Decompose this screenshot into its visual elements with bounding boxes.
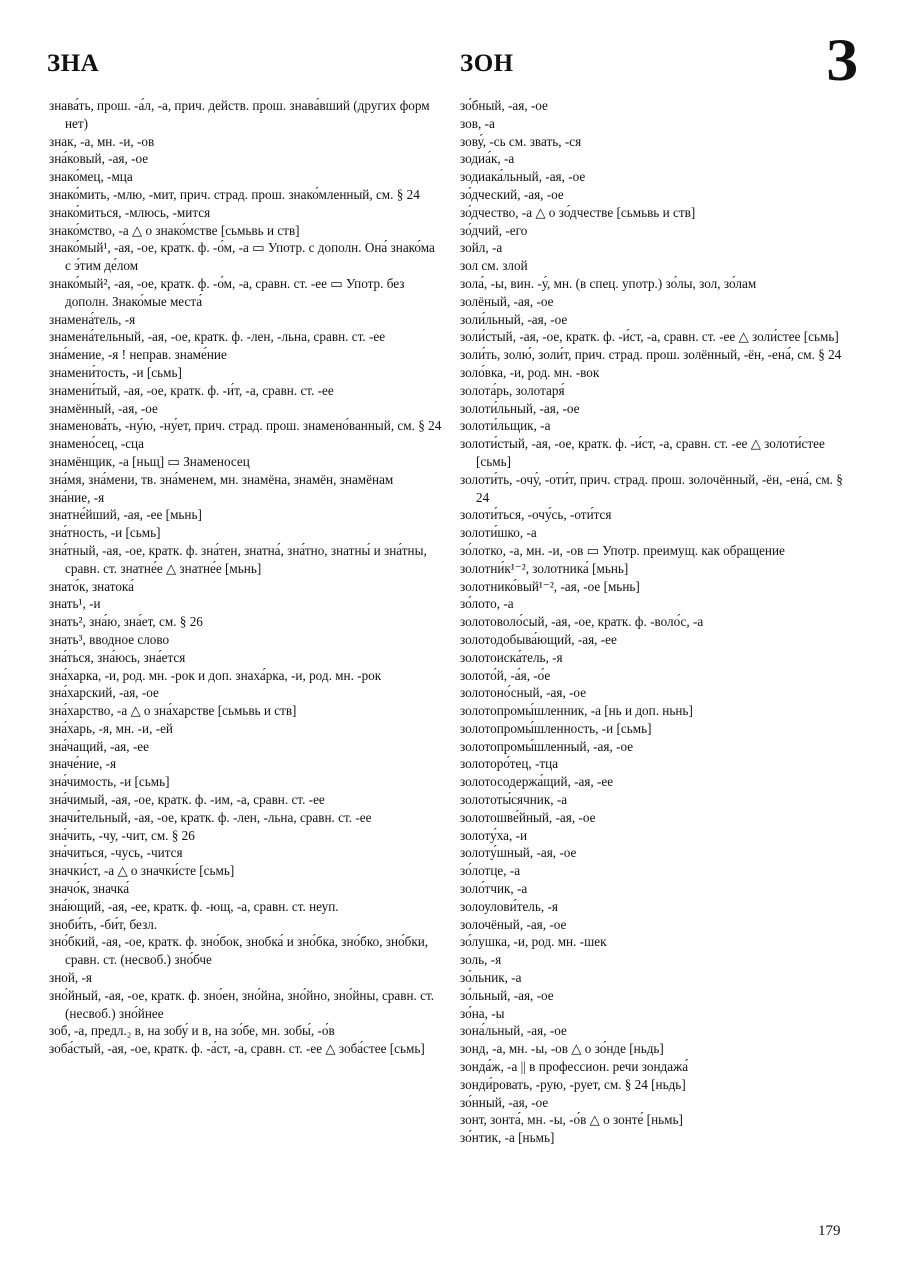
dictionary-entry: значо́к, значка́ bbox=[49, 881, 130, 897]
dictionary-entry: зо́льный, -ая, -ое bbox=[460, 987, 554, 1003]
dictionary-entry: зно́йный, -ая, -ое, кратк. ф. зно́ен, зно́йна, зно́йно, зно́йны, сравн. ст. (несвоб.) зно́йнее bbox=[49, 987, 435, 1021]
dictionary-entry: зоб, -а, предл.₂ в, на зобу́ и в, на зо́бе, мн. зобы́, -о́в bbox=[49, 1023, 335, 1039]
guide-word-right: ЗОН bbox=[460, 50, 514, 77]
dictionary-entry: золёный, -ая, -ое bbox=[460, 293, 554, 309]
dictionary-entry: зонд, -а, мн. -ы, -ов △ о зо́нде [ньдь] bbox=[460, 1041, 664, 1057]
dictionary-entry: знако́миться, -млюсь, -мится bbox=[49, 204, 211, 220]
dictionary-entry: золотопромы́шленник, -а [нь и доп. ньнь] bbox=[460, 703, 693, 719]
dictionary-entry: зол см. злой bbox=[460, 258, 528, 274]
dictionary-entry: знава́ть, прош. -а́л, -а, прич. действ. прош. знава́вший (других форм нет) bbox=[49, 98, 430, 131]
dictionary-entry: зна́ющий, -ая, -ее, кратк. ф. -ющ, -а, сравн. ст. неуп. bbox=[49, 898, 339, 914]
dictionary-entry: золоти́ть, -очу́, -оти́т, прич. страд. прош. золочённый, -ён, -ена́, см. § 24 bbox=[460, 471, 843, 505]
dictionary-entry: зна́ковый, -ая, -ое bbox=[49, 151, 149, 167]
dictionary-entry: зноби́ть, -би́т, безл. bbox=[49, 916, 158, 932]
dictionary-entry: золотоно́сный, -ая, -ое bbox=[460, 685, 587, 701]
dictionary-entry: золотнико́вый¹⁻², -ая, -ое [мьнь] bbox=[460, 578, 640, 594]
dictionary-entry: зона́льный, -ая, -ое bbox=[460, 1023, 567, 1039]
dictionary-entry: зна́чить, -чу, -чит, см. § 26 bbox=[49, 827, 195, 843]
dictionary-entry: зоба́стый, -ая, -ое, кратк. ф. -а́ст, -а, сравн. ст. -ее △ зоба́стее [сьмь] bbox=[49, 1041, 425, 1057]
dictionary-entry: знатне́йший, -ая, -ее [мьнь] bbox=[49, 507, 202, 523]
dictionary-entry: золотоиска́тель, -я bbox=[460, 649, 563, 665]
dictionary-entry: знамёнщик, -а [ньщ] ▭ Знаменосец bbox=[49, 453, 250, 469]
dictionary-entry: знамено́сец, -сца bbox=[49, 436, 144, 452]
dictionary-entry: золотоволо́сый, -ая, -ое, кратк. ф. -воло́с, -а bbox=[460, 614, 704, 630]
dictionary-entry: знато́к, знатока́ bbox=[49, 578, 134, 594]
dictionary-entry: золотосодержа́щий, -ая, -ее bbox=[460, 774, 614, 790]
dictionary-entry: золоти́стый, -ая, -ое, кратк. ф. -и́ст, -а, сравн. ст. -ее △ золоти́стее [сьмь] bbox=[460, 436, 825, 469]
dictionary-entry: зонт, зонта́, мн. -ы, -о́в △ о зонте́ [ньмь] bbox=[460, 1112, 683, 1128]
dictionary-entry: знамени́тость, -и [сьмь] bbox=[49, 364, 182, 380]
dictionary-entry: золоти́шко, -а bbox=[460, 525, 537, 541]
dictionary-entry: зна́мение, -я ! неправ. знаме́ние bbox=[49, 347, 227, 363]
dictionary-entry: зо́дческий, -ая, -ое bbox=[460, 186, 564, 202]
dictionary-entry: знако́мый¹, -ая, -ое, кратк. ф. -о́м, -а ▭ Употр. с дополн. Она́ знако́ма с э́тим де́лом bbox=[49, 240, 435, 274]
guide-word-left: ЗНА bbox=[47, 50, 100, 77]
dictionary-entry: зо́лотко, -а, мн. -и, -ов ▭ Употр. преимущ. как обращение bbox=[460, 542, 785, 558]
section-letter: З bbox=[826, 27, 858, 93]
dictionary-entry: зна́мя, зна́мени, тв. зна́менем, мн. знамёна, знамён, знамёнам bbox=[49, 471, 394, 487]
dictionary-entry: золоту́шный, -ая, -ое bbox=[460, 845, 577, 861]
dictionary-entry: зной, -я bbox=[49, 970, 92, 986]
dictionary-entry: зо́дчий, -его bbox=[460, 222, 528, 238]
dictionary-entry: знамена́тель, -я bbox=[49, 311, 136, 327]
dictionary-entry: золи́ть, золю́, золи́т, прич. страд. прош. золённый, -ён, -ена́, см. § 24 bbox=[460, 347, 842, 363]
dictionary-entry: зонди́ровать, -рую, -рует, см. § 24 [ньдь] bbox=[460, 1076, 686, 1092]
dictionary-entry: знамени́тый, -ая, -ое, кратк. ф. -и́т, -а, сравн. ст. -ее bbox=[49, 382, 334, 398]
dictionary-entry: знать³, вводное слово bbox=[49, 631, 170, 647]
dictionary-entry: золь, -я bbox=[460, 952, 502, 968]
dictionary-entry: золо́вка, -и, род. мн. -вок bbox=[460, 364, 600, 380]
dictionary-entry: знамена́тельный, -ая, -ое, кратк. ф. -лен, -льна, сравн. ст. -ее bbox=[49, 329, 386, 345]
dictionary-entry: зна́ние, -я bbox=[49, 489, 105, 505]
dictionary-entry: зна́харь, -я, мн. -и, -ей bbox=[49, 720, 173, 736]
dictionary-entry: зо́бный, -ая, -ое bbox=[460, 98, 548, 113]
dictionary-entry: зо́льник, -а bbox=[460, 970, 522, 986]
dictionary-entry: зна́чащий, -ая, -ее bbox=[49, 738, 149, 754]
dictionary-entry: зна́чимость, -и [сьмь] bbox=[49, 774, 170, 790]
dictionary-entry: знако́мить, -млю, -мит, прич. страд. прош. знако́мленный, см. § 24 bbox=[49, 186, 420, 202]
dictionary-entry: зна́читься, -чусь, -чится bbox=[49, 845, 183, 861]
dictionary-entry: зонда́ж, -а || в профессион. речи зондажа́ bbox=[460, 1059, 689, 1075]
dictionary-entry: зо́нтик, -а [ньмь] bbox=[460, 1130, 555, 1146]
dictionary-entry: знак, -а, мн. -и, -ов bbox=[49, 133, 155, 149]
dictionary-entry: золото́й, -а́я, -о́е bbox=[460, 667, 551, 683]
dictionary-entry: значи́тельный, -ая, -ое, кратк. ф. -лен, -льна, сравн. ст. -ее bbox=[49, 809, 372, 825]
dictionary-entry: зна́харка, -и, род. мн. -рок и доп. знаха́рка, -и, род. мн. -рок bbox=[49, 667, 382, 683]
dictionary-entry: зо́на, -ы bbox=[460, 1005, 505, 1021]
dictionary-entry: золи́стый, -ая, -ое, кратк. ф. -и́ст, -а, сравн. ст. -ее △ золи́стее [сьмь] bbox=[460, 329, 839, 345]
dictionary-entry: знать², зна́ю, зна́ет, см. § 26 bbox=[49, 614, 203, 630]
page-number: 179 bbox=[818, 1223, 841, 1239]
dictionary-entry: золота́рь, золотаря́ bbox=[460, 382, 565, 398]
dictionary-entry: зо́лушка, -и, род. мн. -шек bbox=[460, 934, 607, 950]
dictionary-entry: значе́ние, -я bbox=[49, 756, 117, 772]
dictionary-entry: золоторо́тец, -тца bbox=[460, 756, 559, 772]
dictionary-entry: зно́бкий, -ая, -ое, кратк. ф. зно́бок, знобка́ и зно́бка, зно́бко, зно́бки, сравн. ст. (несвоб.) зно́бче bbox=[49, 934, 429, 968]
dictionary-entry: зо́лотце, -а bbox=[460, 863, 521, 879]
dictionary-entry: зов, -а bbox=[460, 115, 495, 131]
dictionary-entry: зо́дчество, -а △ о зо́дчестве [сьмьвь и ств] bbox=[460, 204, 696, 220]
dictionary-entry: золоту́ха, -и bbox=[460, 827, 528, 843]
dictionary-entry: зна́тный, -ая, -ое, кратк. ф. зна́тен, знатна́, зна́тно, знатны́ и зна́тны, сравн. ст. знатне́е △ знатне́е [мьнь] bbox=[49, 542, 427, 576]
dictionary-entry: золотопромы́шленность, -и [сьмь] bbox=[460, 720, 652, 736]
dictionary-entry: золи́льный, -ая, -ое bbox=[460, 311, 568, 327]
dictionary-entry: знамённый, -ая, -ое bbox=[49, 400, 158, 416]
dictionary-entry: золотошве́йный, -ая, -ое bbox=[460, 809, 596, 825]
dictionary-entry: золотни́к¹⁻², золотника́ [мьнь] bbox=[460, 560, 629, 576]
dictionary-entry: зо́лото, -а bbox=[460, 596, 514, 612]
dictionary-entry: зодиака́льный, -ая, -ое bbox=[460, 169, 586, 185]
dictionary-entry: золотопромы́шленный, -ая, -ое bbox=[460, 738, 634, 754]
dictionary-entry: золоти́ться, -очу́сь, -оти́тся bbox=[460, 507, 612, 523]
dictionary-entry: зову́, -сь см. звать, -ся bbox=[460, 133, 582, 149]
dictionary-entry: зна́ться, зна́юсь, зна́ется bbox=[49, 649, 186, 665]
dictionary-entry: золототы́сячник, -а bbox=[460, 792, 568, 808]
dictionary-entry: зна́чимый, -ая, -ое, кратк. ф. -им, -а, сравн. ст. -ее bbox=[49, 792, 325, 808]
dictionary-entry: зодиа́к, -а bbox=[460, 151, 515, 167]
dictionary-entry: знако́мец, -мца bbox=[49, 169, 133, 185]
dictionary-entry: знако́мый², -ая, -ое, кратк. ф. -о́м, -а, сравн. ст. -ее ▭ Употр. без дополн. Знако́мые места́ bbox=[49, 275, 405, 309]
left-column bbox=[49, 97, 442, 1058]
dictionary-entry: зо́нный, -ая, -ое bbox=[460, 1094, 549, 1110]
dictionary-entry: зола́, -ы, вин. -у́, мн. (в спец. употр.) зо́лы, зол, зо́лам bbox=[460, 275, 757, 291]
dictionary-entry: знаменова́ть, -ну́ю, -ну́ет, прич. страд. прош. знамено́ванный, см. § 24 bbox=[49, 418, 442, 434]
dictionary-entry: золоти́льщик, -а bbox=[460, 418, 551, 434]
dictionary-entry: значки́ст, -а △ о значки́сте [сьмь] bbox=[49, 863, 235, 879]
dictionary-entry: золо́тчик, -а bbox=[460, 881, 528, 897]
dictionary-entry: зойл, -а bbox=[460, 240, 503, 256]
dictionary-entry: золоти́льный, -ая, -ое bbox=[460, 400, 580, 416]
dictionary-entry: зна́тность, -и [сьмь] bbox=[49, 525, 161, 541]
right-column bbox=[460, 97, 853, 1147]
dictionary-entry: золочёный, -ая, -ое bbox=[460, 916, 567, 932]
dictionary-entry: золоулови́тель, -я bbox=[460, 898, 558, 914]
dictionary-entry: зна́харский, -ая, -ое bbox=[49, 685, 159, 701]
dictionary-entry: знако́мство, -а △ о знако́мстве [сьмьвь и ств] bbox=[49, 222, 300, 238]
dictionary-entry: знать¹, -и bbox=[49, 596, 101, 612]
dictionary-entry: золотодобыва́ющий, -ая, -ее bbox=[460, 631, 617, 647]
dictionary-entry: зна́харство, -а △ о зна́харстве [сьмьвь и ств] bbox=[49, 703, 297, 719]
